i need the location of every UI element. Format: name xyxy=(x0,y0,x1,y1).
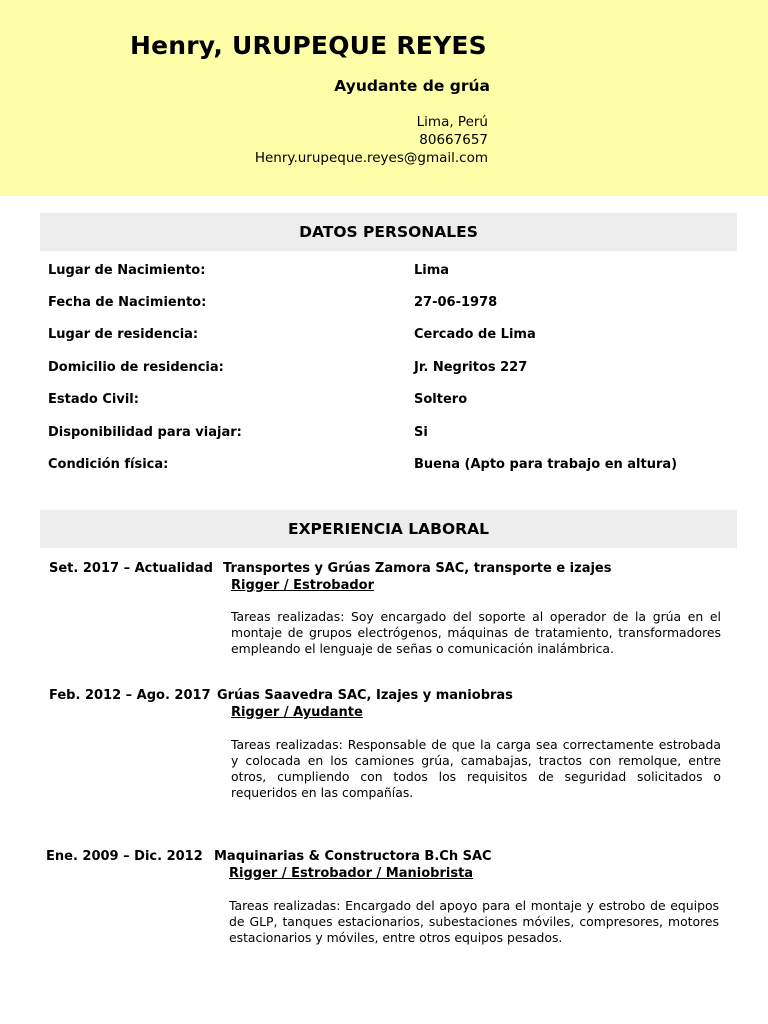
personal-value: Si xyxy=(414,425,428,440)
personal-value: Soltero xyxy=(414,392,468,407)
job-title: Ayudante de grúa xyxy=(334,77,490,95)
personal-row xyxy=(48,360,728,380)
job-company: Grúas Saavedra SAC, Izajes y maniobras xyxy=(217,688,513,703)
personal-label: Lugar de Nacimiento: xyxy=(48,263,206,278)
contact-email[interactable]: Henry.urupeque.reyes@gmail.com xyxy=(254,150,488,166)
personal-row xyxy=(48,295,728,315)
section-header-personal: DATOS PERSONALES xyxy=(40,213,737,251)
section-header-experience: EXPERIENCIA LABORAL xyxy=(40,510,737,548)
personal-label: Estado Civil: xyxy=(48,392,139,407)
job-company: Transportes y Grúas Zamora SAC, transporte e izajes xyxy=(223,561,612,576)
candidate-name: Henry, URUPEQUE REYES xyxy=(130,31,487,60)
job-tasks: Tareas realizadas: Encargado del apoyo para el montaje y estrobo de equipos de GLP, tanques estacionarios, subestaciones móviles, compresores, motores estacionarios y móviles, entre otros equipos pesados. xyxy=(229,898,719,945)
job-period: Feb. 2012 – Ago. 2017 xyxy=(49,688,211,703)
personal-label: Disponibilidad para viajar: xyxy=(48,425,242,440)
personal-label: Lugar de residencia: xyxy=(48,327,199,342)
personal-row xyxy=(48,263,728,283)
personal-value: 27-06-1978 xyxy=(414,295,498,310)
contact-location: Lima, Perú xyxy=(416,114,488,130)
job-role: Rigger / Estrobador / Maniobrista xyxy=(229,866,474,881)
job-tasks: Tareas realizadas: Responsable de que la carga sea correctamente estrobada y colocada en los camiones grúa, camabajas, tractos con remolque, entre otros, cumpliendo con todos los requisitos de seguridad solicitados o requeridos en las compañías. xyxy=(231,737,721,800)
job-role: Rigger / Ayudante xyxy=(231,705,363,720)
personal-row xyxy=(48,457,728,477)
job-period: Set. 2017 – Actualidad xyxy=(49,561,213,576)
job-role: Rigger / Estrobador xyxy=(231,578,375,593)
personal-row xyxy=(48,425,728,445)
personal-value: Lima xyxy=(414,263,450,278)
personal-label: Fecha de Nacimiento: xyxy=(48,295,207,310)
job-period: Ene. 2009 – Dic. 2012 xyxy=(46,849,203,864)
personal-row xyxy=(48,327,728,347)
personal-label: Condición física: xyxy=(48,457,169,472)
personal-value: Jr. Negritos 227 xyxy=(414,360,528,375)
contact-phone: 80667657 xyxy=(419,132,488,148)
personal-value: Cercado de Lima xyxy=(414,327,536,342)
job-company: Maquinarias & Constructora B.Ch SAC xyxy=(214,849,492,864)
job-tasks: Tareas realizadas: Soy encargado del soporte al operador de la grúa en el montaje de grupos electrógenos, máquinas de tratamiento, transformadores empleando el lenguaje de señas o comunicación inalámbrica. xyxy=(231,609,721,656)
contact-block xyxy=(255,113,488,167)
header-banner xyxy=(0,0,768,196)
personal-value: Buena (Apto para trabajo en altura) xyxy=(414,457,678,472)
personal-label: Domicilio de residencia: xyxy=(48,360,224,375)
personal-row xyxy=(48,392,728,412)
